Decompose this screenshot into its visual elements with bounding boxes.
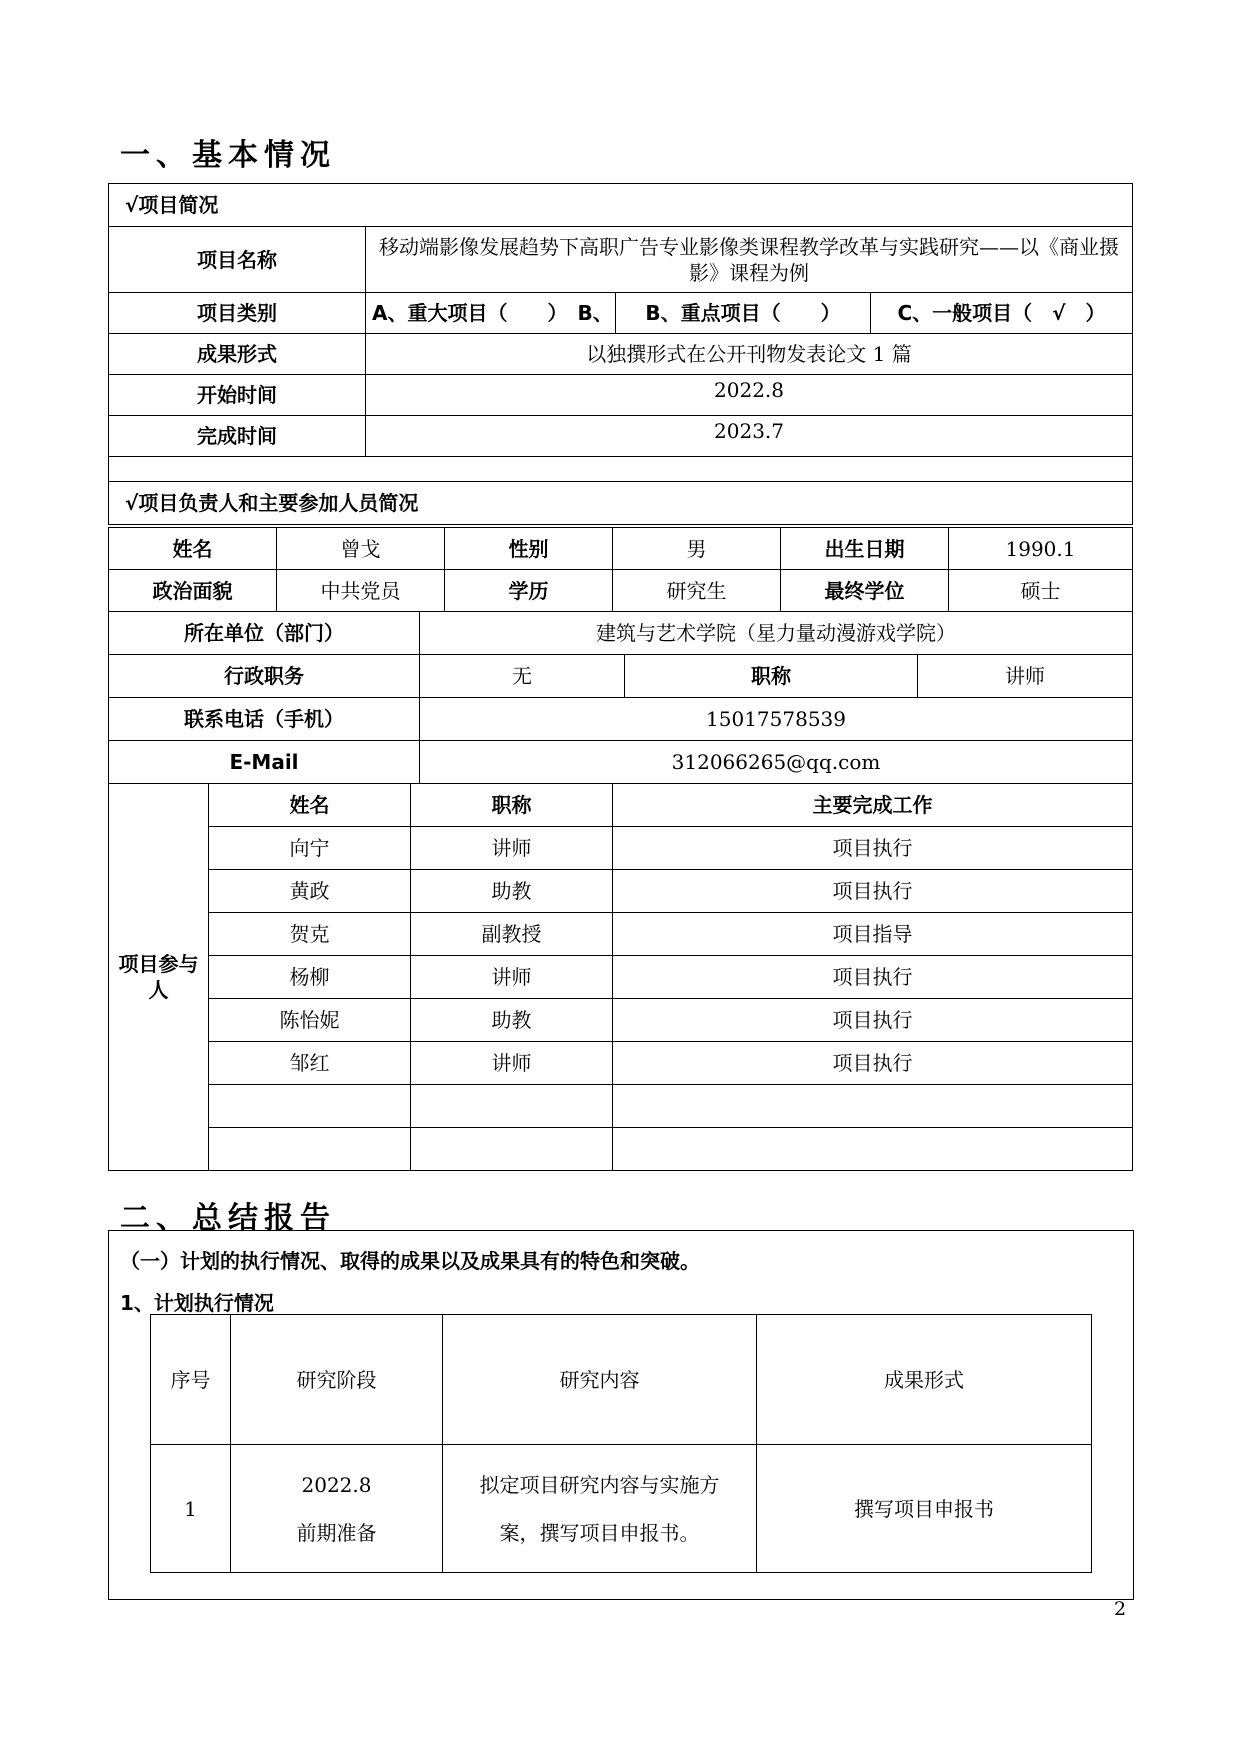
plan-stage-name: 前期准备: [296, 1520, 377, 1545]
participant-work: [613, 1128, 1133, 1171]
leader-basic-table: [108, 527, 1133, 612]
participant-title: 讲师: [411, 827, 613, 870]
participant-work: 项目执行: [613, 956, 1133, 999]
table-row: [109, 956, 1133, 999]
category-option-key: B、重点项目（ ）: [616, 293, 871, 334]
leader-education-label: 学历: [445, 570, 613, 612]
end-time-label: 完成时间: [109, 416, 366, 457]
plan-header-no: 序号: [151, 1315, 231, 1445]
phone-value: 15017578539: [420, 698, 1133, 741]
participants-label: 项目参与人: [109, 784, 209, 1171]
table-row: [109, 999, 1133, 1042]
post-label: 行政职务: [109, 655, 420, 698]
participant-work: 项目执行: [613, 999, 1133, 1042]
plan-no: 1: [151, 1445, 231, 1573]
leader-birth-label: 出生日期: [781, 528, 949, 570]
plan-execution-subheading: 1、计划执行情况: [120, 1291, 274, 1315]
participant-title: 讲师: [411, 956, 613, 999]
participant-name: 黄政: [209, 870, 411, 913]
outcome-label: 成果形式: [109, 334, 366, 375]
project-name-label: 项目名称: [109, 227, 366, 293]
participant-header-name: 姓名: [209, 784, 411, 827]
plan-result: 撰写项目申报书: [757, 1445, 1092, 1573]
table-row: [109, 1085, 1133, 1128]
start-time-value: 2022.8: [366, 375, 1133, 416]
leader-politics-label: 政治面貌: [109, 570, 277, 612]
table-row: [109, 1042, 1133, 1085]
post-value: 无: [420, 655, 625, 698]
participant-name: 陈怡妮: [209, 999, 411, 1042]
plan-content-line: 案，撰写项目申报书。: [499, 1520, 700, 1545]
phone-label: 联系电话（手机）: [109, 698, 420, 741]
participant-header-title: 职称: [411, 784, 613, 827]
participant-name: 杨柳: [209, 956, 411, 999]
end-time-value: 2023.7: [366, 416, 1133, 457]
leader-contact-table: [108, 611, 1133, 784]
plan-header-stage: 研究阶段: [231, 1315, 443, 1445]
category-option-major: A、重大项目（ ） B、: [366, 293, 616, 334]
participant-title: 讲师: [411, 1042, 613, 1085]
email-label: E-Mail: [109, 741, 420, 784]
participant-work: 项目执行: [613, 1042, 1133, 1085]
participant-work: 项目执行: [613, 870, 1133, 913]
spacer-row: [109, 457, 1133, 482]
leader-degree-label: 最终学位: [781, 570, 949, 612]
leader-birth-value: 1990.1: [949, 528, 1133, 570]
leader-degree-value: 硕士: [949, 570, 1133, 612]
leader-education-value: 研究生: [613, 570, 781, 612]
category-label: 项目类别: [109, 293, 366, 334]
leader-title-label: 职称: [625, 655, 918, 698]
participant-header-work: 主要完成工作: [613, 784, 1133, 827]
participant-title: 助教: [411, 999, 613, 1042]
outcome-value: 以独撰形式在公开刊物发表论文 1 篇: [366, 334, 1133, 375]
plan-content-line: 拟定项目研究内容与实施方: [479, 1472, 720, 1497]
table-row: [109, 913, 1133, 956]
leader-title-value: 讲师: [918, 655, 1133, 698]
participant-name: [209, 1128, 411, 1171]
participant-work: 项目指导: [613, 913, 1133, 956]
page-number: 2: [1114, 1598, 1127, 1620]
email-value: 312066265@qq.com: [420, 741, 1133, 784]
section1-heading: 一、基本情况: [120, 138, 336, 173]
project-brief-table: [108, 183, 1133, 525]
leader-name-label: 姓名: [109, 528, 277, 570]
table-row: [109, 1128, 1133, 1171]
participant-title: [411, 1128, 613, 1171]
plan-content: [443, 1445, 757, 1573]
leader-politics-value: 中共党员: [277, 570, 445, 612]
participant-title: 副教授: [411, 913, 613, 956]
participant-name: 贺克: [209, 913, 411, 956]
participant-title: [411, 1085, 613, 1128]
participant-work: [613, 1085, 1133, 1128]
unit-label: 所在单位（部门）: [109, 612, 420, 655]
project-brief-label: √项目简况: [109, 184, 1133, 227]
participant-work: 项目执行: [613, 827, 1133, 870]
participant-name: 邹红: [209, 1042, 411, 1085]
plan-stage: [231, 1445, 443, 1573]
section2-heading: 二、总结报告: [120, 1201, 336, 1236]
participants-table: [108, 783, 1133, 1171]
plan-execution-table: [150, 1314, 1092, 1573]
leader-gender-label: 性别: [445, 528, 613, 570]
project-name-value: 移动端影像发展趋势下高职广告专业影像类课程教学改革与实践研究——以《商业摄影》课程为例: [366, 227, 1133, 293]
plan-header-content: 研究内容: [443, 1315, 757, 1445]
leader-name-value: 曾戈: [277, 528, 445, 570]
plan-header-result: 成果形式: [757, 1315, 1092, 1445]
leader-section-label: √项目负责人和主要参加人员简况: [109, 482, 1133, 525]
summary-subheading: （一）计划的执行情况、取得的成果以及成果具有的特色和突破。: [120, 1249, 700, 1273]
leader-gender-value: 男: [613, 528, 781, 570]
participant-name: 向宁: [209, 827, 411, 870]
start-time-label: 开始时间: [109, 375, 366, 416]
participant-title: 助教: [411, 870, 613, 913]
participant-name: [209, 1085, 411, 1128]
plan-stage-date: 2022.8: [301, 1472, 372, 1497]
unit-value: 建筑与艺术学院（星力量动漫游戏学院）: [420, 612, 1133, 655]
table-row: [109, 827, 1133, 870]
table-row: [151, 1445, 1092, 1573]
category-option-general: C、一般项目（ √ ）: [871, 293, 1133, 334]
table-row: [109, 870, 1133, 913]
